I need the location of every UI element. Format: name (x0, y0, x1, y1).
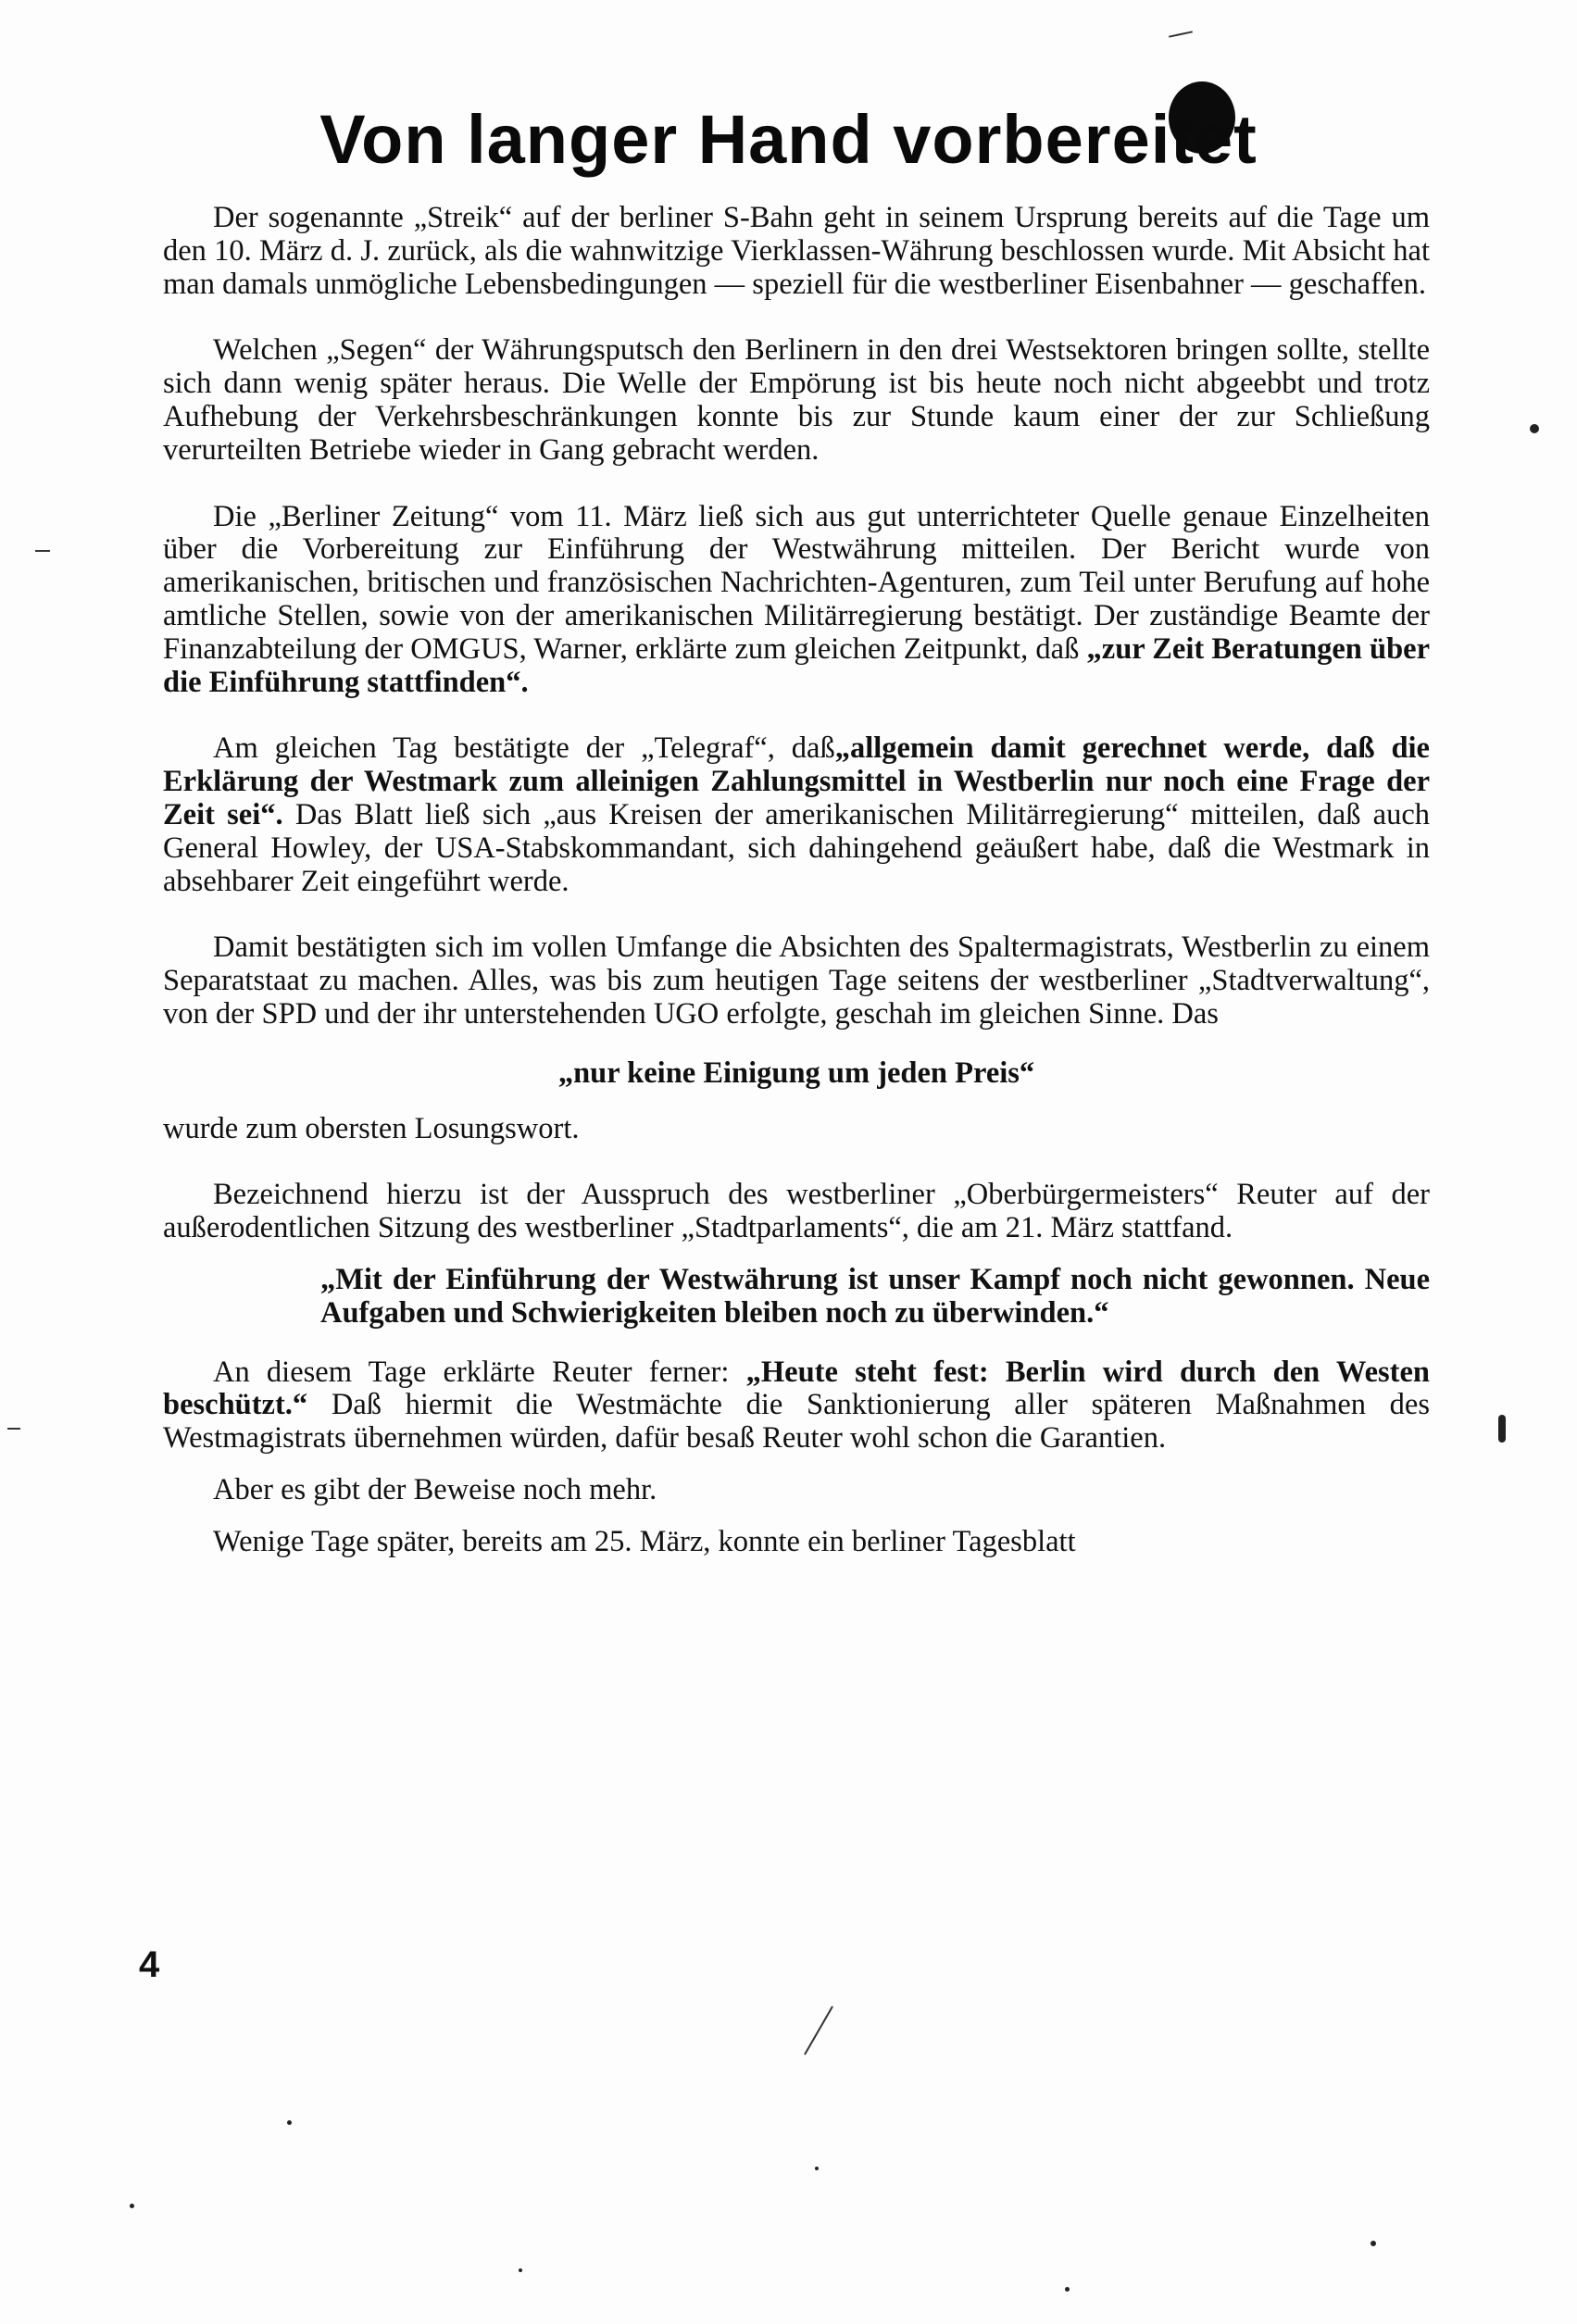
paragraph-3-text: Die „Berliner Zeitung“ vom 11. März ließ sich aus gut unterrichteter Quelle genaue Einzelheiten über die Vorbereitung zur Einführung der Westwährung mitteilen. Der Bericht wurde von amerikanischen, britischen und französischen Nachrichten-Agenturen, zum Teil unter Berufung auf hohe amtliche Stellen, sowie von der amerikanischen Militärregierung bestätigt. Der zuständige Beamte der Finanzabteilung der OMGUS, Warner, erklärte zum gleichen Zeitpunkt, daß (163, 499, 1430, 666)
scan-mark (7, 1428, 20, 1430)
paragraph-6: wurde zum obersten Losungswort. (163, 1111, 580, 1145)
paragraph-8-continuation: Daß hiermit die Westmächte die Sanktionierung aller späteren Maßnahmen des Westmagistrats übernehmen würden, dafür besaß Reuter wohl schon die Garantien. (163, 1388, 1431, 1456)
article-body (163, 202, 1430, 1578)
scan-speck (1530, 424, 1539, 433)
reuter-quote: „Mit der Einführung der Westwährung ist unser Kampf noch nicht gewonnen. Neue Aufgaben und Schwierigkeiten bleiben noch zu überwinden.“ (320, 1262, 1430, 1330)
scan-mark (35, 550, 50, 552)
paragraph-5: Damit bestätigten sich im vollen Umfange die Absichten des Spaltermagistrats, Westberlin zu einem Separatstaat zu machen. Alles, was bis zum heutigen Tage seitens der westberliner „Stadtverwaltung“, von der SPD und der ihr unterstehenden UGO erfolgte, geschah im gleichen Sinne. Das (163, 931, 1430, 1031)
paragraph-8 (163, 1356, 1430, 1456)
page-title: Von langer Hand vorbereitet (319, 101, 1258, 178)
slogan-quote: „nur keine Einigung um jeden Preis“ (557, 1056, 1035, 1090)
scan-speck (519, 2268, 522, 2272)
scan-mark (804, 2006, 833, 2055)
paragraph-7: Bezeichnend hierzu ist der Ausspruch des westberliner „Oberbürgermeisters“ Reuter auf der außerodentlichen Sitzung des westberliner „Stadtparlaments“, die am 21. März stattfand. (163, 1178, 1430, 1245)
paragraph-4 (163, 732, 1430, 898)
paragraph-2: Welchen „Segen“ der Währungsputsch den Berlinern in den drei Westsektoren bringen sollte, stellte sich dann wenig später heraus. Die Welle der Empörung ist bis heute noch nicht abgeebbt und trotz Aufhebung der Verkehrsbeschränkungen konnte bis zur Stunde kaum einer der zur Schließung verurteilten Betriebe wieder in Gang gebracht werden. (163, 333, 1430, 467)
scan-mark (1169, 31, 1193, 37)
paragraph-9: Aber es gibt der Beweise noch mehr. (213, 1472, 657, 1506)
paragraph-1: Der sogenannte „Streik“ auf der berliner S-Bahn geht in seinem Ursprung bereits auf die Tage um den 10. März d. J. zurück, als die wahnwitzige Vierklassen-Währung beschlossen wurde. Mit Absicht hat man damals unmögliche Lebensbedingungen — speziell für die westberliner Eisenbahner — geschaffen. (163, 201, 1430, 301)
paragraph-4-text: Am gleichen Tag bestätigte der „Telegraf“, daß (213, 731, 835, 766)
paragraph-3-emphasis: „zur Zeit Beratungen über die Einführung stattfinden“. (163, 631, 1431, 699)
scan-speck (1065, 2287, 1070, 2292)
scan-speck (815, 2167, 819, 2170)
paragraph-8-emphasis: „Heute steht fest: Berlin wird durch den Westen beschützt.“ (163, 1355, 1430, 1422)
scan-speck (287, 2120, 292, 2125)
paragraph-3 (163, 501, 1430, 700)
page-number: 4 (139, 1944, 160, 1985)
paragraph-4-emphasis: „allgemein damit gerechnet werde, daß die Erklärung der Westmark zum alleinigen Zahlungsmittel in Westberlin nur noch eine Frage der Zeit sei“. (163, 731, 1430, 831)
scan-speck (1498, 1415, 1506, 1443)
scan-speck (1370, 2241, 1376, 2246)
paragraph-10: Wenige Tage später, bereits am 25. März, konnte ein berliner Tagesblatt (213, 1524, 1076, 1558)
paragraph-4-continuation: Das Blatt ließ sich „aus Kreisen der amerikanischen Militärregierung“ mitteilen, daß auch General Howley, der USA-Stabskommandant, sich dahingehend geäußert habe, daß die Westmark in absehbarer Zeit eingeführt werde. (163, 797, 1431, 898)
paragraph-8-text: An diesem Tage erklärte Reuter ferner: (213, 1355, 730, 1389)
scan-speck (130, 2204, 134, 2208)
